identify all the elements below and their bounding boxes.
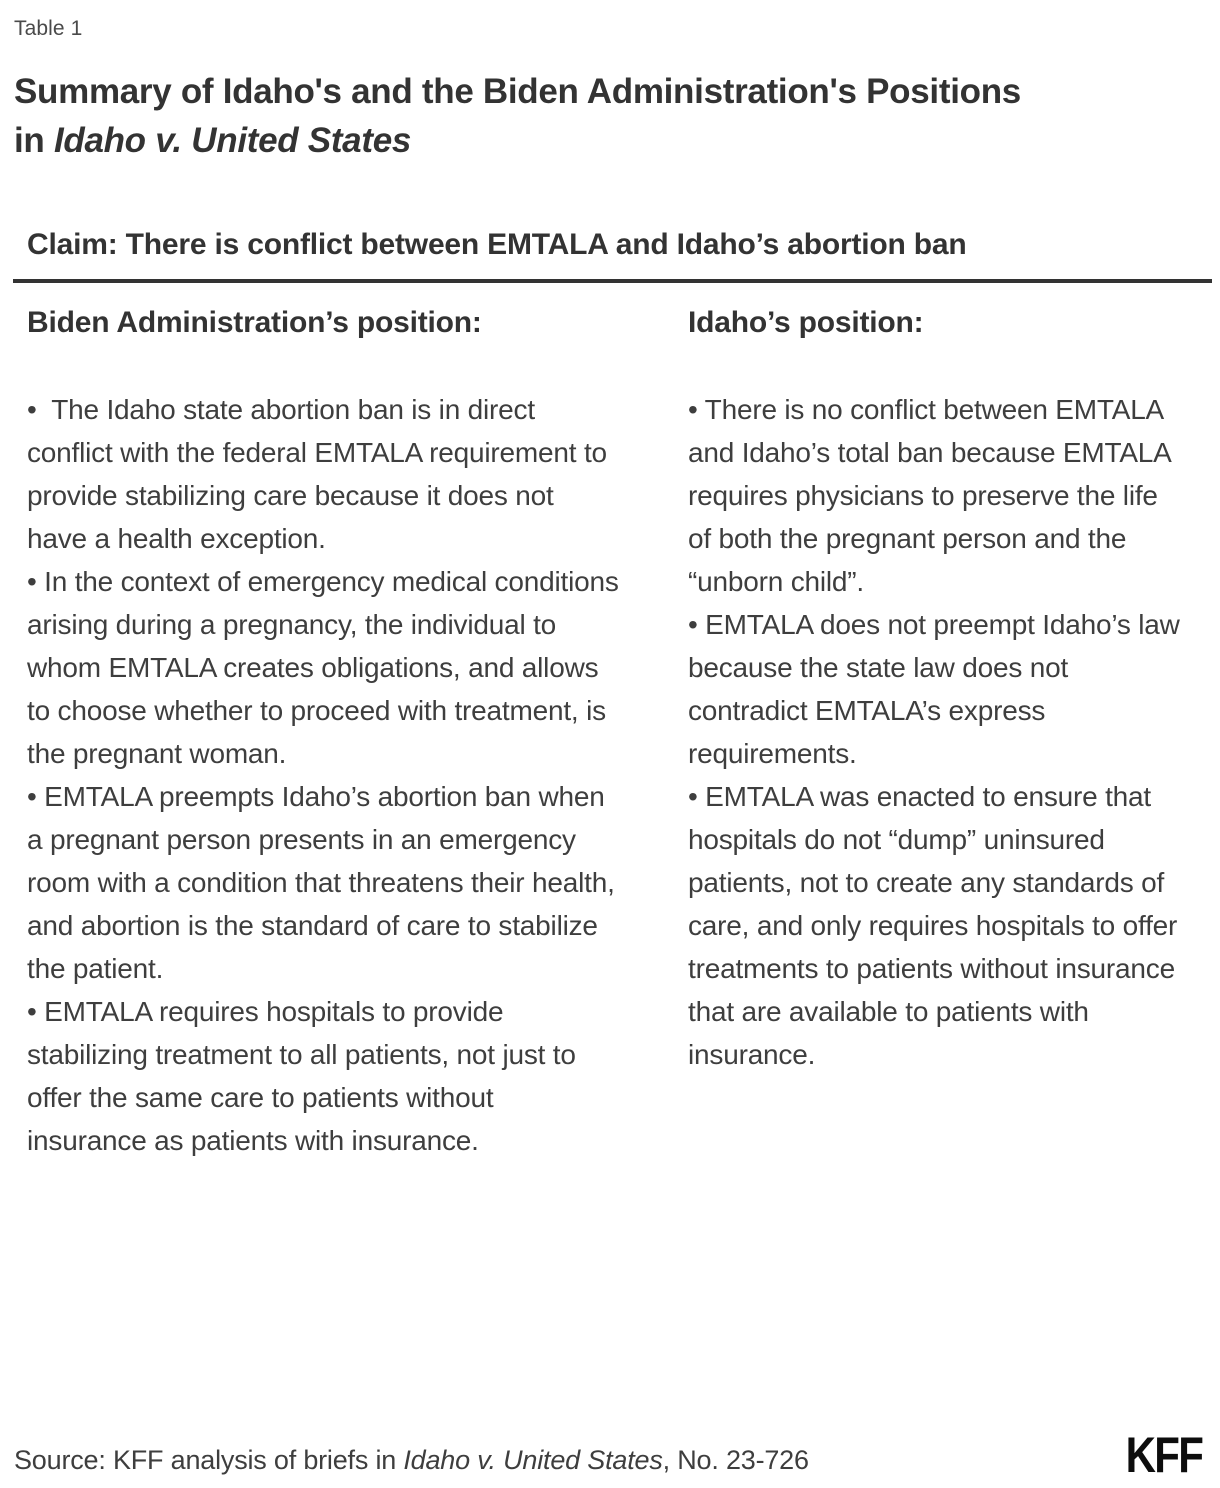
column-header-biden: Biden Administration’s position:: [27, 306, 482, 340]
kff-logo: KFF: [1125, 1427, 1202, 1483]
source-case-name: Idaho v. United States: [403, 1445, 663, 1475]
bullet-item: • EMTALA preempts Idaho’s abortion ban when a pregnant person presents in an emergency room with a condition that threatens their health, and abortion is the standard of care to stabilize the patient.: [27, 781, 623, 985]
bullet-item: • EMTALA does not preempt Idaho’s law because the state law does not contradict EMTALA’s express requirements.: [688, 609, 1188, 770]
footer: [14, 1427, 1202, 1483]
source-prefix: Source: KFF analysis of briefs in: [14, 1445, 404, 1475]
column-biden-position: [27, 305, 627, 1162]
source-line: [14, 1444, 809, 1476]
title-case-name: Idaho v. United States: [53, 121, 412, 161]
idaho-bullet-list: [688, 388, 1188, 1076]
biden-bullet-list: [27, 388, 627, 1162]
claim-heading: Claim: There is conflict between EMTALA and Idaho’s abortion ban: [27, 228, 967, 262]
divider-rule: [13, 279, 1212, 283]
table-label: Table 1: [14, 17, 83, 40]
column-header-idaho: Idaho’s position:: [688, 306, 924, 340]
title-line2-prefix: in: [14, 121, 54, 161]
title-line1: Summary of Idaho's and the Biden Administration's Positions: [14, 72, 1021, 112]
bullet-item: • EMTALA requires hospitals to provide stabilizing treatment to all patients, not just to offer the same care to patients without insurance as patients with insurance.: [27, 996, 584, 1157]
bullet-item: • EMTALA was enacted to ensure that hospitals do not “dump” uninsured patients, not to create any standards of care, and only requires hospitals to offer treatments to patients without insurance that are available to patients with insurance.: [688, 781, 1185, 1071]
column-idaho-position: [688, 305, 1188, 1162]
source-suffix: , No. 23-726: [662, 1445, 809, 1475]
bullet-item: • In the context of emergency medical conditions arising during a pregnancy, the individual to whom EMTALA creates obligations, and allows to choose whether to proceed with treatment, is the pregnant woman.: [27, 566, 627, 770]
positions-table: [27, 305, 1220, 1162]
bullet-item: • There is no conflict between EMTALA and Idaho’s total ban because EMTALA requires physicians to preserve the life of both the pregnant person and the “unborn child”.: [688, 394, 1178, 598]
bullet-item: • The Idaho state abortion ban is in direct conflict with the federal EMTALA requirement to provide stabilizing care because it does not have a health exception.: [27, 394, 615, 555]
page-title: [14, 67, 1200, 165]
